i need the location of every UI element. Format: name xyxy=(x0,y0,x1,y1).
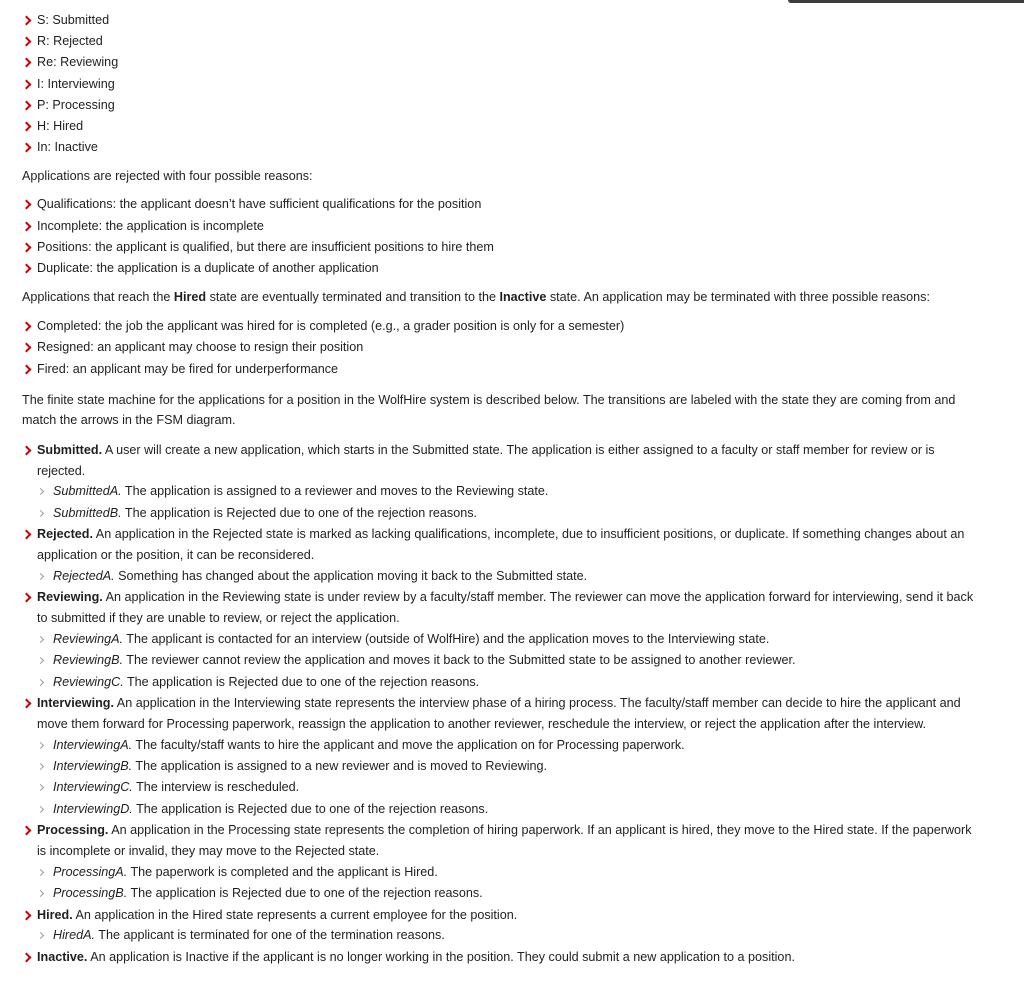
transition-list xyxy=(37,862,982,905)
list-item: S: Submitted xyxy=(22,10,982,31)
transition-list xyxy=(37,481,982,524)
transition-list xyxy=(37,925,982,946)
state-interviewing: Interviewing. An application in the Interviewing state represents the interview phase of a hiring process. The faculty/staff member can decide to hire the applicant and move them forward for Processing paperwork, reassign the application to another reviewer, reschedule the interview, or reject the application after the interview. InterviewingA. The faculty/staff wants to hire the applicant and move the application on for Processing paperwork. InterviewingB. The application is assigned to a new reviewer and is moved to Reviewing. InterviewingC. The interview is rescheduled. InterviewingD. The application is Rejected due to one of the rejection reasons. xyxy=(22,693,982,820)
list-item: I: Interviewing xyxy=(22,74,982,95)
transition-item: SubmittedA. The application is assigned to a reviewer and moves to the Reviewing state. xyxy=(37,481,982,502)
termination-intro: Applications that reach the Hired state are eventually terminated and transition to the Inactive state. An application may be terminated with three possible reasons: xyxy=(22,290,930,305)
list-item: Positions: the applicant is qualified, but there are insufficient positions to hire them xyxy=(22,237,982,258)
termination-reason-list xyxy=(22,316,982,380)
transition-item: ProcessingA. The paperwork is completed and the applicant is Hired. xyxy=(37,862,982,883)
list-item: Qualifications: the applicant doesn’t have sufficient qualifications for the position xyxy=(22,194,982,215)
transition-item: ReviewingB. The reviewer cannot review the application and moves it back to the Submitted state to be assigned to another reviewer. xyxy=(37,650,982,671)
transition-item: ReviewingA. The applicant is contacted for an interview (outside of WolfHire) and the application moves to the Interviewing state. xyxy=(37,629,982,650)
list-item: Completed: the job the applicant was hired for is completed (e.g., a grader position is only for a semester) xyxy=(22,316,982,337)
transition-item: SubmittedB. The application is Rejected due to one of the rejection reasons. xyxy=(37,503,982,524)
transition-item: HiredA. The applicant is terminated for one of the termination reasons. xyxy=(37,925,982,946)
list-item: P: Processing xyxy=(22,95,982,116)
transition-item: InterviewingB. The application is assigned to a new reviewer and is moved to Reviewing. xyxy=(37,756,982,777)
list-item: Resigned: an applicant may choose to resign their position xyxy=(22,337,982,358)
transition-item: ProcessingB. The application is Rejected due to one of the rejection reasons. xyxy=(37,883,982,904)
transition-item: InterviewingC. The interview is rescheduled. xyxy=(37,777,982,798)
rejection-intro: Applications are rejected with four possible reasons: xyxy=(22,169,313,184)
inactive-term: Inactive xyxy=(499,290,547,305)
window-edge-bar xyxy=(788,0,1024,3)
state-rejected: Rejected. An application in the Rejected state is marked as lacking qualifications, incomplete, due to insufficient positions, or duplicate. If something changes about an application or the position, it can be reconsidered. RejectedA. Something has changed about the application moving it back to the Submitted state. xyxy=(22,524,982,587)
transition-item: RejectedA. Something has changed about the application moving it back to the Submitted state. xyxy=(37,566,982,587)
list-item: Fired: an applicant may be fired for underperformance xyxy=(22,359,982,380)
rejection-reason-list xyxy=(22,194,982,279)
state-inactive: Inactive. An application is Inactive if the applicant is no longer working in the position. They could submit a new application to a position. xyxy=(22,947,982,968)
list-item: Re: Reviewing xyxy=(22,52,982,73)
fsm-state-list xyxy=(22,440,982,968)
transition-item: ReviewingC. The application is Rejected due to one of the rejection reasons. xyxy=(37,672,982,693)
hired-term: Hired xyxy=(173,290,207,305)
state-reviewing: Reviewing. An application in the Reviewing state is under review by a faculty/staff member. The reviewer can move the application forward for interviewing, send it back to submitted if they are unable to review, or reject the application. ReviewingA. The applicant is contacted for an interview (outside of WolfHire) and the application moves to the Interviewing state. ReviewingB. The reviewer cannot review the application and moves it back to the Submitted state to be assigned to another reviewer. ReviewingC. The application is Rejected due to one of the rejection reasons. xyxy=(22,587,982,693)
document-body xyxy=(22,10,982,968)
fsm-intro: The finite state machine for the applications for a position in the WolfHire system is described below. The transitions are labeled with the state they are coming from and match the arrows in the FSM diagram. xyxy=(22,392,956,428)
list-item: Duplicate: the application is a duplicate of another application xyxy=(22,258,982,279)
state-submitted: Submitted. A user will create a new application, which starts in the Submitted state. The application is either assigned to a faculty or staff member for review or is rejected. SubmittedA. The application is assigned to a reviewer and moves to the Reviewing state. SubmittedB. The application is Rejected due to one of the rejection reasons. xyxy=(22,440,982,524)
transition-list xyxy=(37,735,982,821)
state-hired: Hired. An application in the Hired state represents a current employee for the position. HiredA. The applicant is terminated for one of the termination reasons. xyxy=(22,905,982,947)
transition-item: InterviewingD. The application is Rejected due to one of the rejection reasons. xyxy=(37,799,982,820)
transition-list xyxy=(37,566,982,587)
list-item: R: Rejected xyxy=(22,31,982,52)
state-processing: Processing. An application in the Processing state represents the completion of hiring paperwork. If an applicant is hired, they move to the Hired state. If the paperwork is incomplete or invalid, they may move to the Rejected state. ProcessingA. The paperwork is completed and the applicant is Hired. ProcessingB. The application is Rejected due to one of the rejection reasons. xyxy=(22,820,982,904)
list-item: Incomplete: the application is incomplete xyxy=(22,216,982,237)
transition-item: InterviewingA. The faculty/staff wants to hire the applicant and move the application on for Processing paperwork. xyxy=(37,735,982,756)
list-item: In: Inactive xyxy=(22,137,982,158)
state-abbreviation-list xyxy=(22,10,982,158)
list-item: H: Hired xyxy=(22,116,982,137)
transition-list xyxy=(37,629,982,693)
